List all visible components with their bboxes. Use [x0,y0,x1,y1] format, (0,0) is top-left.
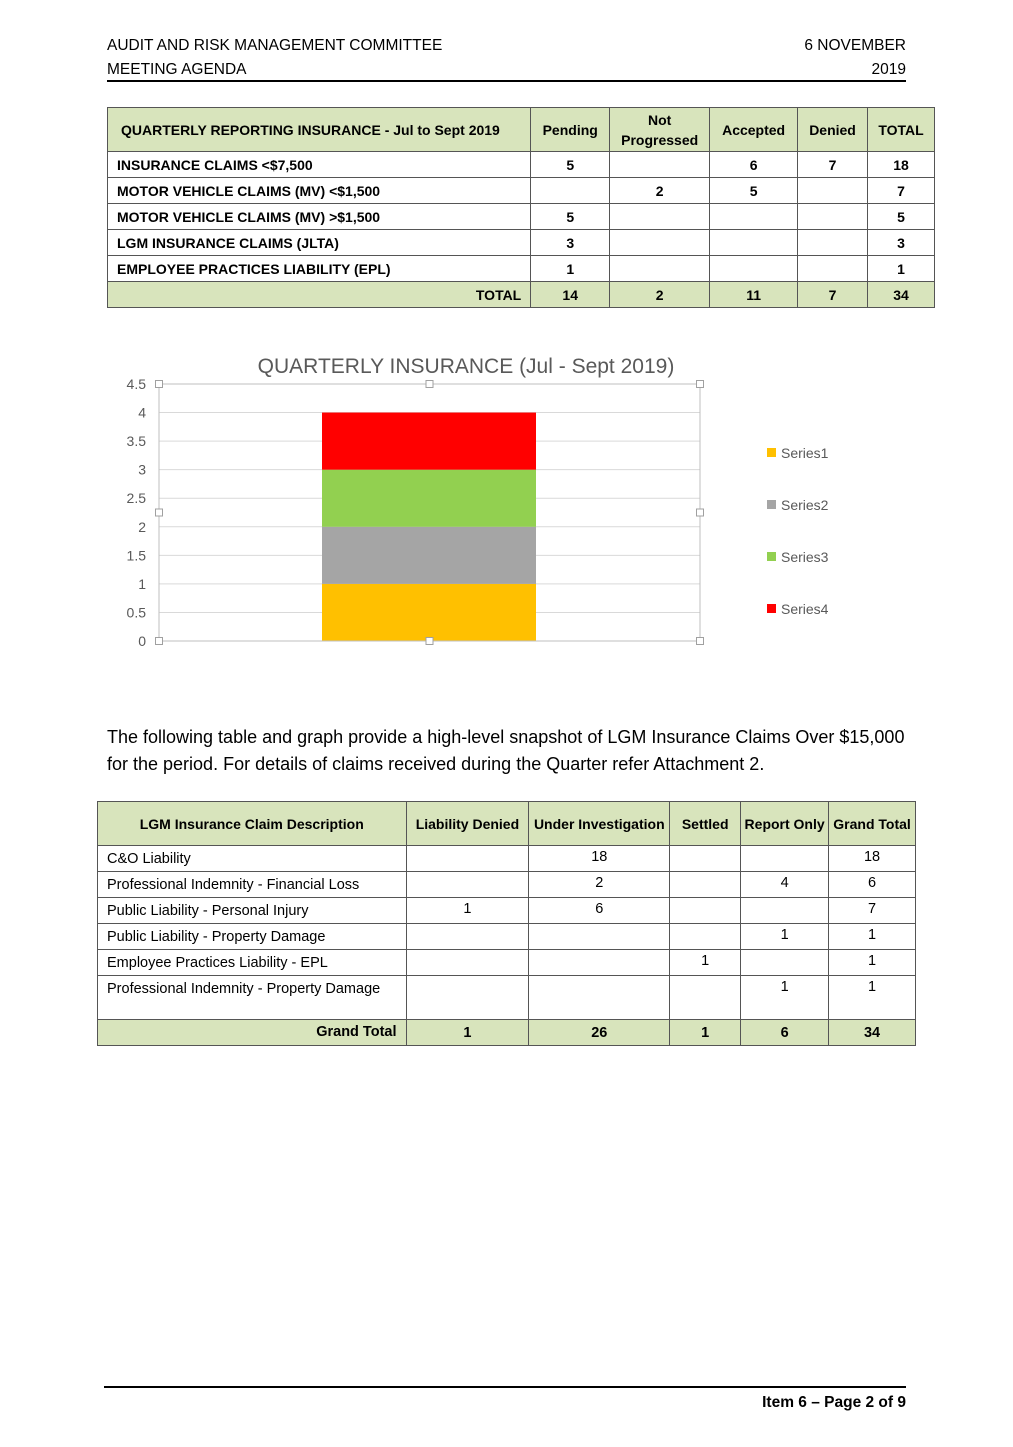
column-header: Accepted [710,108,798,152]
row-label: Professional Indemnity - Property Damage [98,976,407,1020]
table-cell: 1 [741,976,829,1020]
total-cell: 1 [406,1020,529,1046]
total-cell: 1 [670,1020,741,1046]
table-row [98,898,916,924]
table-cell: 1 [741,924,829,950]
document-type: MEETING AGENDA [107,61,247,78]
table-cell: 5 [868,204,935,230]
column-header: Not Progressed [610,108,710,152]
table-cell: 7 [868,178,935,204]
total-cell: 2 [610,282,710,308]
table-cell [741,898,829,924]
legend-label: Series1 [781,445,829,461]
grand-total-row [98,1020,916,1046]
table-cell: 1 [406,898,529,924]
table-cell [798,230,868,256]
row-label: MOTOR VEHICLE CLAIMS (MV) <$1,500 [108,178,531,204]
table-cell: 1 [829,924,916,950]
y-tick-label: 0 [138,633,146,649]
table-cell: 5 [531,152,610,178]
total-cell: 14 [531,282,610,308]
table-cell: 4 [741,872,829,898]
row-label: INSURANCE CLAIMS <$7,500 [108,152,531,178]
table-cell: 2 [529,872,670,898]
column-header: Pending [531,108,610,152]
y-tick-label: 2.5 [126,490,146,507]
meeting-year: 2019 [871,61,906,78]
table-cell: 3 [531,230,610,256]
table-cell [798,204,868,230]
table-cell [406,872,529,898]
table-header-row [98,802,916,846]
total-cell: 34 [829,1020,916,1046]
legend-label: Series4 [781,601,829,617]
row-label: Employee Practices Liability - EPL [98,950,407,976]
resize-handle [156,381,163,388]
bar-segment-series3 [322,470,536,527]
legend-label: Series2 [781,497,829,513]
chart-title: QUARTERLY INSURANCE (Jul - Sept 2019) [257,355,675,378]
row-label: MOTOR VEHICLE CLAIMS (MV) >$1,500 [108,204,531,230]
y-tick-label: 0.5 [126,604,146,621]
y-tick-label: 3 [138,461,146,478]
y-tick-label: 2 [138,518,146,535]
meeting-date: 6 NOVEMBER [804,37,906,54]
table-cell: 2 [610,178,710,204]
table-cell: 1 [868,256,935,282]
chart-y-tick-labels [127,376,147,649]
table-cell: 1 [531,256,610,282]
resize-handle [426,638,433,645]
table-cell: 7 [829,898,916,924]
table-cell [406,976,529,1020]
table-cell: 6 [829,872,916,898]
table-row [98,950,916,976]
y-tick-label: 4 [138,404,146,421]
table-cell: 18 [529,846,670,872]
table-cell [670,976,741,1020]
column-header: Liability Denied [406,802,529,846]
y-tick-label: 3.5 [126,433,146,450]
legend-swatch [767,500,776,509]
committee-name: AUDIT AND RISK MANAGEMENT COMMITTEE [107,37,443,54]
table-cell [670,846,741,872]
table-cell [610,256,710,282]
column-header: Report Only [741,802,829,846]
total-cell: 6 [741,1020,829,1046]
total-cell: 34 [868,282,935,308]
table-row [108,256,935,282]
page-header [107,34,906,82]
header-right [804,34,906,82]
legend-label: Series3 [781,549,829,565]
bar-segment-series1 [322,584,536,641]
table-cell [670,924,741,950]
row-label: Professional Indemnity - Financial Loss [98,872,407,898]
column-header: Under Investigation [529,802,670,846]
table-cell [741,950,829,976]
column-header: QUARTERLY REPORTING INSURANCE - Jul to Sept 2019 [108,108,531,152]
page-footer [104,1386,906,1411]
total-cell: 26 [529,1020,670,1046]
bar-segment-series4 [322,413,536,470]
legend-swatch [767,604,776,613]
summary-paragraph: The following table and graph provide a high-level snapshot of LGM Insurance Claims Over $15,000 for the period. For details of claims received during the Quarter refer Attachment 2. [107,727,905,774]
table-cell [406,950,529,976]
chart-legend [767,445,829,617]
table-cell: 1 [829,976,916,1020]
table-header-row [108,108,935,152]
resize-handle [156,509,163,516]
row-label: Public Liability - Personal Injury [98,898,407,924]
page-number: Item 6 – Page 2 of 9 [762,1394,906,1411]
table-cell [670,872,741,898]
column-header: TOTAL [868,108,935,152]
table-cell [670,898,741,924]
table-cell: 6 [529,898,670,924]
table-cell [741,846,829,872]
table-cell: 5 [531,204,610,230]
table-cell [610,152,710,178]
table-cell: 1 [829,950,916,976]
table-cell [406,924,529,950]
table-cell [798,256,868,282]
header-left [107,34,442,82]
table-cell [531,178,610,204]
table-row [98,976,916,1020]
table-cell: 1 [670,950,741,976]
legend-swatch [767,552,776,561]
bar-segment-series2 [322,527,536,584]
lgm-claims-table [97,801,916,1046]
table-row [98,846,916,872]
table-cell [529,976,670,1020]
table-row [108,152,935,178]
table-row [98,872,916,898]
total-label: Grand Total [98,1020,407,1046]
table-cell [710,256,798,282]
column-header: Denied [798,108,868,152]
table-cell [610,230,710,256]
table-row [108,204,935,230]
resize-handle [156,638,163,645]
row-label: C&O Liability [98,846,407,872]
row-label: EMPLOYEE PRACTICES LIABILITY (EPL) [108,256,531,282]
row-label: LGM INSURANCE CLAIMS (JLTA) [108,230,531,256]
table-cell: 6 [710,152,798,178]
row-label: Public Liability - Property Damage [98,924,407,950]
table-cell: 3 [868,230,935,256]
table-cell: 7 [798,152,868,178]
table-row [108,230,935,256]
y-tick-label: 1.5 [126,547,146,564]
total-row [108,282,935,308]
column-header: Settled [670,802,741,846]
y-tick-label: 1 [138,575,146,592]
total-label: TOTAL [108,282,531,308]
total-cell: 7 [798,282,868,308]
table-cell [610,204,710,230]
table-row [108,178,935,204]
table-cell: 5 [710,178,798,204]
table-cell [406,846,529,872]
table-cell [798,178,868,204]
table-cell [710,204,798,230]
table-cell: 18 [829,846,916,872]
table-cell: 18 [868,152,935,178]
chart-bars [322,413,536,641]
table-row [98,924,916,950]
table-cell [710,230,798,256]
table-cell [529,950,670,976]
resize-handle [426,381,433,388]
table-cell [529,924,670,950]
column-header: LGM Insurance Claim Description [98,802,407,846]
resize-handle [697,638,704,645]
resize-handle [697,381,704,388]
legend-swatch [767,448,776,457]
column-header: Grand Total [829,802,916,846]
quarterly-insurance-chart [110,345,860,685]
resize-handle [697,509,704,516]
quarterly-insurance-table [107,107,935,308]
y-tick-label: 4.5 [126,376,146,392]
total-cell: 11 [710,282,798,308]
